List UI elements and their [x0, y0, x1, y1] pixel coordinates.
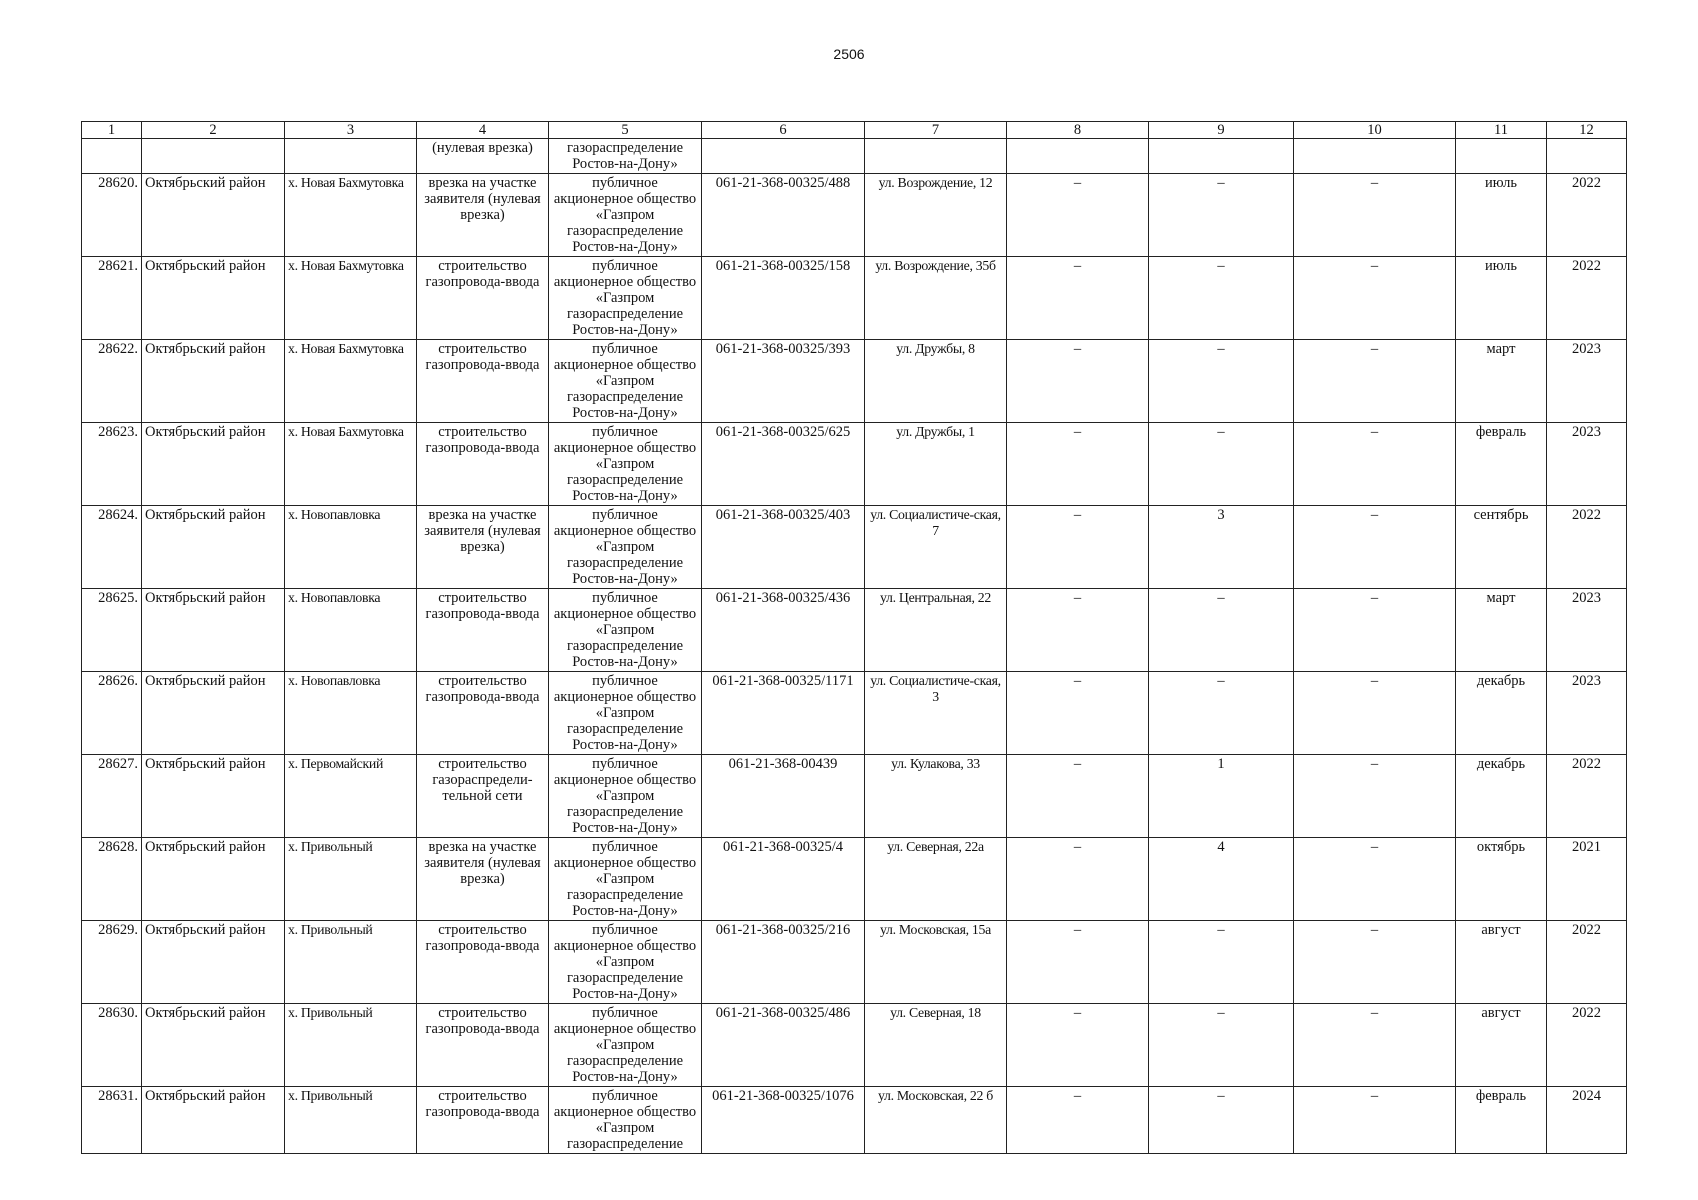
cell-organization: газораспределение Ростов-на-Дону» — [549, 139, 702, 174]
column-index: 8 — [1007, 122, 1149, 139]
cell-address: ул. Кулакова, 33 — [865, 755, 1007, 838]
cell-col10: – — [1294, 1087, 1456, 1154]
cell-organization: публичное акционерное общество «Газпром газораспределение Ростов-на-Дону» — [549, 589, 702, 672]
cell-organization: публичное акционерное общество «Газпром газораспределение Ростов-на-Дону» — [549, 838, 702, 921]
cell-code: 061-21-368-00325/158 — [702, 257, 865, 340]
cell-work-type: строительство газопровода-ввода — [417, 1004, 549, 1087]
cell-year: 2022 — [1547, 506, 1627, 589]
cell-col10: – — [1294, 257, 1456, 340]
cell-col10: – — [1294, 589, 1456, 672]
cell-district: Октябрьский район — [142, 921, 285, 1004]
cell-num: 28623. — [82, 423, 142, 506]
cell-code: 061-21-368-00439 — [702, 755, 865, 838]
cell-year: 2023 — [1547, 423, 1627, 506]
cell-col10: – — [1294, 672, 1456, 755]
cell-code: 061-21-368-00325/393 — [702, 340, 865, 423]
cell-col9 — [1149, 139, 1294, 174]
cell-organization: публичное акционерное общество «Газпром газораспределение — [549, 1087, 702, 1154]
cell-code: 061-21-368-00325/625 — [702, 423, 865, 506]
cell-num: 28622. — [82, 340, 142, 423]
cell-num: 28626. — [82, 672, 142, 755]
cell-col9: – — [1149, 921, 1294, 1004]
table-row — [82, 755, 1627, 838]
cell-col9: 3 — [1149, 506, 1294, 589]
cell-col9: 1 — [1149, 755, 1294, 838]
cell-address: ул. Дружбы, 1 — [865, 423, 1007, 506]
cell-month: август — [1456, 1004, 1547, 1087]
cell-col10: – — [1294, 755, 1456, 838]
cell-col8: – — [1007, 423, 1149, 506]
cell-district — [142, 139, 285, 174]
cell-month: сентябрь — [1456, 506, 1547, 589]
cell-locality: х. Привольный — [285, 838, 417, 921]
column-index: 3 — [285, 122, 417, 139]
cell-locality: х. Привольный — [285, 1004, 417, 1087]
cell-num: 28627. — [82, 755, 142, 838]
table-row — [82, 921, 1627, 1004]
column-index: 7 — [865, 122, 1007, 139]
cell-locality: х. Новая Бахмутовка — [285, 257, 417, 340]
cell-locality: х. Новая Бахмутовка — [285, 340, 417, 423]
continuation-row — [82, 139, 1627, 174]
table-row — [82, 1087, 1627, 1154]
cell-address: ул. Северная, 18 — [865, 1004, 1007, 1087]
cell-col9: – — [1149, 589, 1294, 672]
cell-month: октябрь — [1456, 838, 1547, 921]
cell-work-type: строительство газопровода-ввода — [417, 921, 549, 1004]
cell-year: 2022 — [1547, 174, 1627, 257]
cell-address: ул. Социалистиче-ская, 3 — [865, 672, 1007, 755]
cell-district: Октябрьский район — [142, 423, 285, 506]
cell-col8: – — [1007, 1004, 1149, 1087]
cell-month: февраль — [1456, 1087, 1547, 1154]
cell-code: 061-21-368-00325/403 — [702, 506, 865, 589]
cell-code: 061-21-368-00325/1171 — [702, 672, 865, 755]
cell-col9: – — [1149, 1004, 1294, 1087]
cell-month: февраль — [1456, 423, 1547, 506]
cell-code: 061-21-368-00325/486 — [702, 1004, 865, 1087]
cell-work-type: строительство газопровода-ввода — [417, 589, 549, 672]
cell-col8: – — [1007, 174, 1149, 257]
cell-month — [1456, 139, 1547, 174]
cell-organization: публичное акционерное общество «Газпром газораспределение Ростов-на-Дону» — [549, 257, 702, 340]
cell-num: 28628. — [82, 838, 142, 921]
table-row — [82, 506, 1627, 589]
table-row — [82, 589, 1627, 672]
cell-locality: х. Новая Бахмутовка — [285, 174, 417, 257]
cell-col8: – — [1007, 257, 1149, 340]
cell-month: март — [1456, 589, 1547, 672]
cell-col9: – — [1149, 1087, 1294, 1154]
cell-col9: 4 — [1149, 838, 1294, 921]
cell-year: 2022 — [1547, 755, 1627, 838]
table-row — [82, 1004, 1627, 1087]
cell-district: Октябрьский район — [142, 589, 285, 672]
cell-district: Октябрьский район — [142, 174, 285, 257]
cell-district: Октябрьский район — [142, 838, 285, 921]
cell-address — [865, 139, 1007, 174]
column-index-row — [82, 122, 1627, 139]
column-index: 5 — [549, 122, 702, 139]
cell-col8: – — [1007, 589, 1149, 672]
cell-col10: – — [1294, 174, 1456, 257]
cell-locality: х. Привольный — [285, 921, 417, 1004]
cell-locality: х. Новопавловка — [285, 589, 417, 672]
cell-col8: – — [1007, 838, 1149, 921]
cell-col9: – — [1149, 174, 1294, 257]
cell-organization: публичное акционерное общество «Газпром газораспределение Ростов-на-Дону» — [549, 423, 702, 506]
cell-address: ул. Возрождение, 35б — [865, 257, 1007, 340]
cell-num: 28630. — [82, 1004, 142, 1087]
cell-organization: публичное акционерное общество «Газпром газораспределение Ростов-на-Дону» — [549, 921, 702, 1004]
cell-organization: публичное акционерное общество «Газпром газораспределение Ростов-на-Дону» — [549, 672, 702, 755]
cell-month: август — [1456, 921, 1547, 1004]
cell-col8: – — [1007, 1087, 1149, 1154]
column-index: 12 — [1547, 122, 1627, 139]
cell-district: Октябрьский район — [142, 755, 285, 838]
cell-address: ул. Центральная, 22 — [865, 589, 1007, 672]
cell-num: 28624. — [82, 506, 142, 589]
cell-num: 28631. — [82, 1087, 142, 1154]
cell-year: 2023 — [1547, 589, 1627, 672]
table-row — [82, 340, 1627, 423]
table-row — [82, 838, 1627, 921]
cell-address: ул. Дружбы, 8 — [865, 340, 1007, 423]
column-index: 6 — [702, 122, 865, 139]
cell-year: 2023 — [1547, 672, 1627, 755]
cell-district: Октябрьский район — [142, 672, 285, 755]
cell-year: 2024 — [1547, 1087, 1627, 1154]
cell-num — [82, 139, 142, 174]
cell-num: 28621. — [82, 257, 142, 340]
cell-num: 28629. — [82, 921, 142, 1004]
cell-organization: публичное акционерное общество «Газпром газораспределение Ростов-на-Дону» — [549, 506, 702, 589]
cell-code — [702, 139, 865, 174]
cell-month: июль — [1456, 174, 1547, 257]
cell-col9: – — [1149, 257, 1294, 340]
cell-num: 28620. — [82, 174, 142, 257]
cell-col10: – — [1294, 921, 1456, 1004]
table-row — [82, 174, 1627, 257]
column-index: 9 — [1149, 122, 1294, 139]
cell-district: Октябрьский район — [142, 257, 285, 340]
cell-district: Октябрьский район — [142, 1004, 285, 1087]
cell-code: 061-21-368-00325/488 — [702, 174, 865, 257]
cell-district: Октябрьский район — [142, 1087, 285, 1154]
column-index: 1 — [82, 122, 142, 139]
cell-col8: – — [1007, 755, 1149, 838]
cell-col8: – — [1007, 506, 1149, 589]
cell-col9: – — [1149, 340, 1294, 423]
cell-organization: публичное акционерное общество «Газпром газораспределение Ростов-на-Дону» — [549, 174, 702, 257]
cell-code: 061-21-368-00325/1076 — [702, 1087, 865, 1154]
cell-year: 2021 — [1547, 838, 1627, 921]
cell-month: декабрь — [1456, 672, 1547, 755]
cell-code: 061-21-368-00325/436 — [702, 589, 865, 672]
column-index: 10 — [1294, 122, 1456, 139]
cell-organization: публичное акционерное общество «Газпром газораспределение Ростов-на-Дону» — [549, 755, 702, 838]
cell-work-type: строительство газопровода-ввода — [417, 340, 549, 423]
cell-work-type: врезка на участке заявителя (нулевая врезка) — [417, 838, 549, 921]
cell-month: июль — [1456, 257, 1547, 340]
gas-register-table — [81, 121, 1627, 1154]
cell-col10: – — [1294, 506, 1456, 589]
cell-address: ул. Московская, 15а — [865, 921, 1007, 1004]
cell-work-type: строительство газопровода-ввода — [417, 672, 549, 755]
cell-num: 28625. — [82, 589, 142, 672]
cell-col8: – — [1007, 921, 1149, 1004]
cell-work-type: строительство газопровода-ввода — [417, 257, 549, 340]
page-number: 2506 — [833, 46, 865, 62]
cell-code: 061-21-368-00325/216 — [702, 921, 865, 1004]
cell-district: Октябрьский район — [142, 506, 285, 589]
column-index: 4 — [417, 122, 549, 139]
cell-work-type: строительство газораспредели-тельной сети — [417, 755, 549, 838]
cell-work-type: (нулевая врезка) — [417, 139, 549, 174]
cell-locality: х. Новопавловка — [285, 672, 417, 755]
column-index: 2 — [142, 122, 285, 139]
cell-work-type: врезка на участке заявителя (нулевая врезка) — [417, 174, 549, 257]
cell-col8 — [1007, 139, 1149, 174]
cell-col10: – — [1294, 838, 1456, 921]
cell-district: Октябрьский район — [142, 340, 285, 423]
cell-locality: х. Новая Бахмутовка — [285, 423, 417, 506]
cell-year: 2022 — [1547, 921, 1627, 1004]
cell-month: март — [1456, 340, 1547, 423]
table-row — [82, 423, 1627, 506]
column-index: 11 — [1456, 122, 1547, 139]
cell-locality: х. Новопавловка — [285, 506, 417, 589]
cell-col9: – — [1149, 423, 1294, 506]
cell-address: ул. Возрождение, 12 — [865, 174, 1007, 257]
cell-year: 2023 — [1547, 340, 1627, 423]
table-row — [82, 257, 1627, 340]
cell-month: декабрь — [1456, 755, 1547, 838]
cell-col8: – — [1007, 672, 1149, 755]
cell-locality: х. Привольный — [285, 1087, 417, 1154]
cell-locality: х. Первомайский — [285, 755, 417, 838]
cell-locality — [285, 139, 417, 174]
cell-work-type: строительство газопровода-ввода — [417, 423, 549, 506]
table-row — [82, 672, 1627, 755]
cell-work-type: врезка на участке заявителя (нулевая врезка) — [417, 506, 549, 589]
cell-code: 061-21-368-00325/4 — [702, 838, 865, 921]
cell-address: ул. Северная, 22а — [865, 838, 1007, 921]
cell-col10: – — [1294, 423, 1456, 506]
cell-year: 2022 — [1547, 257, 1627, 340]
cell-address: ул. Московская, 22 б — [865, 1087, 1007, 1154]
cell-col10: – — [1294, 1004, 1456, 1087]
cell-address: ул. Социалистиче-ская, 7 — [865, 506, 1007, 589]
cell-col9: – — [1149, 672, 1294, 755]
cell-organization: публичное акционерное общество «Газпром газораспределение Ростов-на-Дону» — [549, 340, 702, 423]
cell-year — [1547, 139, 1627, 174]
cell-col10: – — [1294, 340, 1456, 423]
cell-year: 2022 — [1547, 1004, 1627, 1087]
cell-organization: публичное акционерное общество «Газпром газораспределение Ростов-на-Дону» — [549, 1004, 702, 1087]
cell-work-type: строительство газопровода-ввода — [417, 1087, 549, 1154]
cell-col10 — [1294, 139, 1456, 174]
cell-col8: – — [1007, 340, 1149, 423]
